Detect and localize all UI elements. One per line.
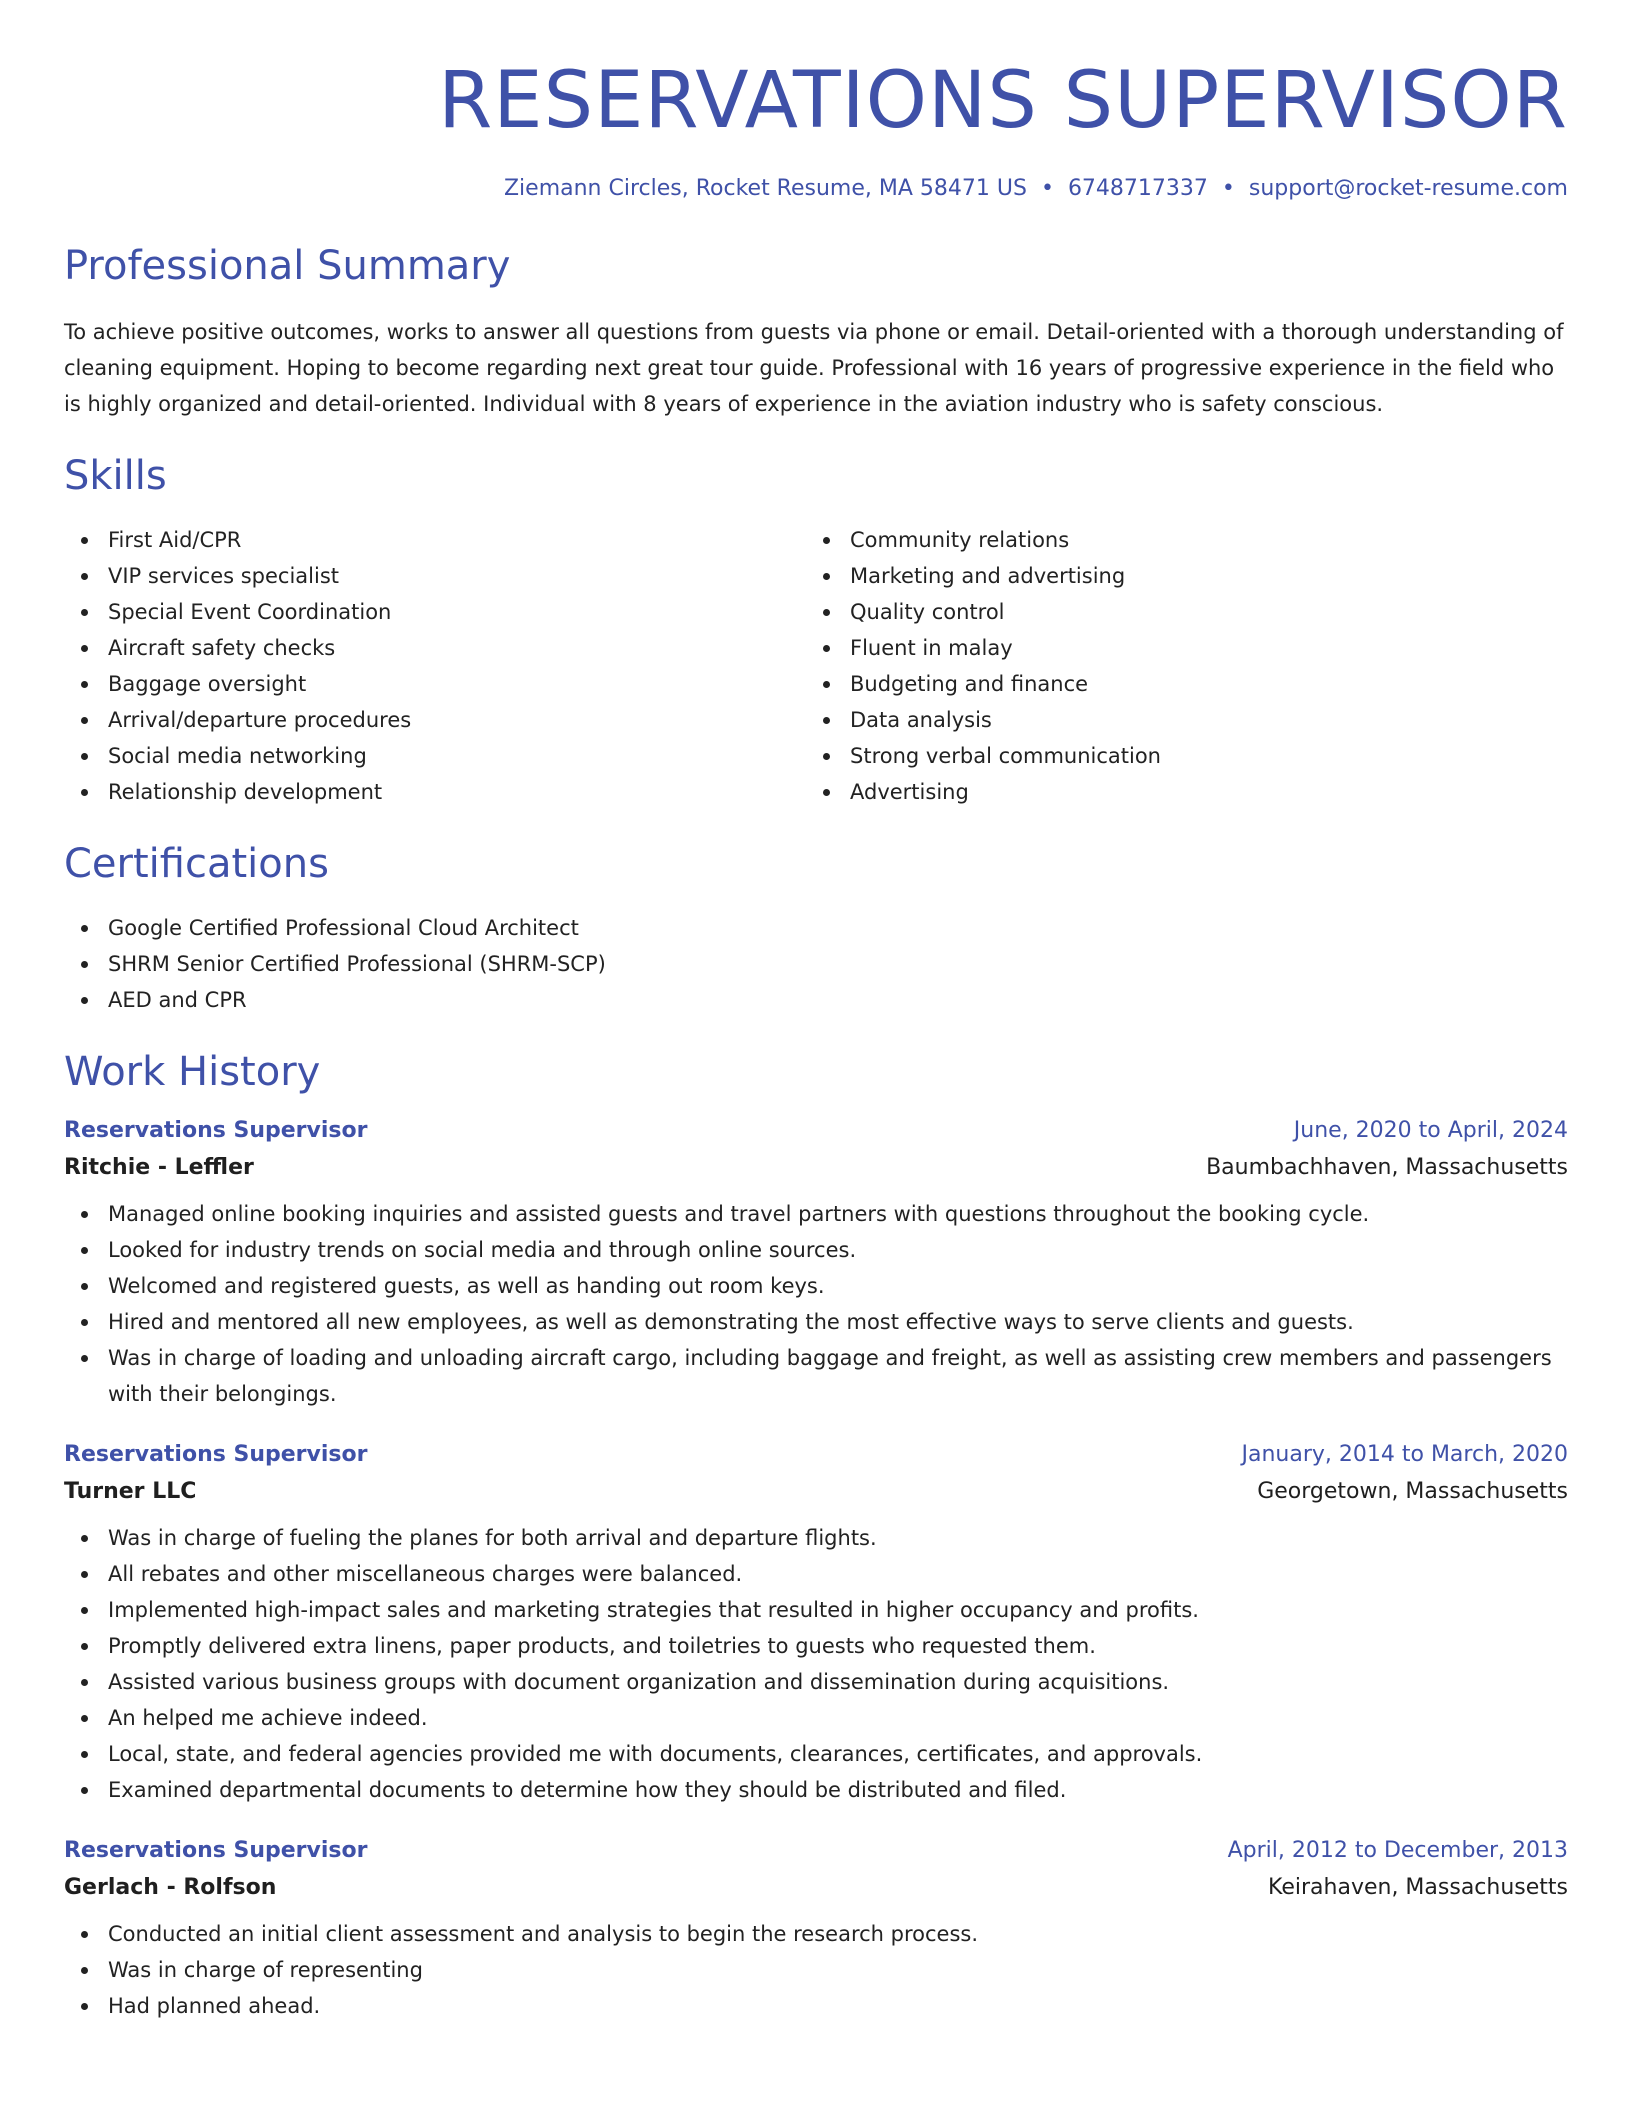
job-bullet: Was in charge of representing: [64, 1952, 1568, 1988]
contact-phone: 6748717337: [1067, 176, 1208, 201]
section-heading-work-history: Work History: [64, 1049, 321, 1095]
job-subheader: [64, 1155, 1568, 1180]
skill-item: Fluent in malay: [806, 630, 1548, 666]
job-subheader: [64, 1479, 1568, 1504]
job-bullet: Welcomed and registered guests, as well as handing out room keys.: [64, 1268, 1568, 1304]
skill-item: Arrival/departure procedures: [64, 702, 806, 738]
job-header: [64, 1118, 1568, 1143]
job-header: [64, 1838, 1568, 1863]
contact-line: [64, 178, 1568, 200]
job-bullet: Was in charge of fueling the planes for both arrival and departure flights.: [64, 1520, 1568, 1556]
job-company: Gerlach - Rolfson: [64, 1875, 277, 1900]
section-heading-summary: Professional Summary: [64, 243, 511, 289]
job-location: Georgetown, Massachusetts: [1257, 1479, 1568, 1504]
job-bullet: All rebates and other miscellaneous charges were balanced.: [64, 1556, 1568, 1592]
job-bullet: Implemented high-impact sales and marketing strategies that resulted in higher occupancy and profits.: [64, 1592, 1568, 1628]
certification-item: AED and CPR: [64, 982, 1568, 1018]
skill-item: Marketing and advertising: [806, 558, 1548, 594]
skill-item: Advertising: [806, 774, 1548, 810]
skill-item: Special Event Coordination: [64, 594, 806, 630]
summary-text: To achieve positive outcomes, works to answer all questions from guests via phone or email. Detail-oriented with a thorough understanding of cleaning equipment. Hoping to become regarding next great tour guide. Professional with 16 years of progressive experience in the field who is highly organized and detail-oriented. Individual with 8 years of experience in the aviation industry who is safety conscious.: [64, 320, 1564, 416]
job-dates: January, 2014 to March, 2020: [1241, 1442, 1568, 1467]
job-title: Reservations Supervisor: [64, 1838, 368, 1863]
skill-item: Strong verbal communication: [806, 738, 1548, 774]
skill-item: Aircraft safety checks: [64, 630, 806, 666]
job-bullet: Examined departmental documents to determine how they should be distributed and filed.: [64, 1772, 1568, 1808]
job-bullet: Had planned ahead.: [64, 1988, 1568, 2024]
job-entry: [64, 1442, 1568, 1808]
skill-item: Data analysis: [806, 702, 1548, 738]
certifications-list: [64, 910, 1568, 1018]
section-heading-skills: Skills: [64, 453, 167, 499]
job-bullets: [64, 1196, 1568, 1412]
skills-column-left: [64, 522, 806, 810]
job-title: Reservations Supervisor: [64, 1118, 368, 1143]
job-bullet: Conducted an initial client assessment and analysis to begin the research process.: [64, 1916, 1568, 1952]
skill-item: First Aid/CPR: [64, 522, 806, 558]
job-company: Ritchie - Leffler: [64, 1155, 254, 1180]
job-entry: [64, 1838, 1568, 2024]
skills-column-right: [806, 522, 1548, 810]
job-bullet: Managed online booking inquiries and assisted guests and travel partners with questions throughout the booking cycle.: [64, 1196, 1568, 1232]
job-bullet: Hired and mentored all new employees, as well as demonstrating the most effective ways to serve clients and guests.: [64, 1304, 1568, 1340]
skill-item: Community relations: [806, 522, 1548, 558]
certification-item: SHRM Senior Certified Professional (SHRM-SCP): [64, 946, 1568, 982]
certification-item: Google Certified Professional Cloud Architect: [64, 910, 1568, 946]
job-bullet: Was in charge of loading and unloading aircraft cargo, including baggage and freight, as well as assisting crew members and passengers with their belongings.: [64, 1340, 1568, 1412]
job-dates: April, 2012 to December, 2013: [1227, 1838, 1568, 1863]
job-bullets: [64, 1916, 1568, 2024]
job-subheader: [64, 1875, 1568, 1900]
job-dates: June, 2020 to April, 2024: [1293, 1118, 1568, 1143]
skill-item: VIP services specialist: [64, 558, 806, 594]
job-company: Turner LLC: [64, 1479, 197, 1504]
job-bullets: [64, 1520, 1568, 1808]
skills-grid: [64, 522, 1568, 810]
skill-item: Quality control: [806, 594, 1548, 630]
job-entry: [64, 1118, 1568, 1412]
job-bullet: An helped me achieve indeed.: [64, 1700, 1568, 1736]
job-bullet: Looked for industry trends on social media and through online sources.: [64, 1232, 1568, 1268]
job-location: Baumbachhaven, Massachusetts: [1206, 1155, 1568, 1180]
resume-title: RESERVATIONS SUPERVISOR: [438, 56, 1568, 146]
job-header: [64, 1442, 1568, 1467]
contact-address: Ziemann Circles, Rocket Resume, MA 58471 US: [503, 176, 1027, 201]
job-title: Reservations Supervisor: [64, 1442, 368, 1467]
skill-item: Budgeting and finance: [806, 666, 1548, 702]
contact-email: support@rocket-resume.com: [1248, 176, 1568, 201]
contact-separator: •: [1040, 176, 1054, 201]
job-location: Keirahaven, Massachusetts: [1268, 1875, 1568, 1900]
skill-item: Relationship development: [64, 774, 806, 810]
skill-item: Baggage oversight: [64, 666, 806, 702]
job-bullet: Local, state, and federal agencies provided me with documents, clearances, certificates, and approvals.: [64, 1736, 1568, 1772]
job-bullet: Assisted various business groups with document organization and dissemination during acquisitions.: [64, 1664, 1568, 1700]
contact-separator: •: [1221, 176, 1235, 201]
section-heading-certifications: Certifications: [64, 841, 329, 887]
skill-item: Social media networking: [64, 738, 806, 774]
job-bullet: Promptly delivered extra linens, paper products, and toiletries to guests who requested them.: [64, 1628, 1568, 1664]
